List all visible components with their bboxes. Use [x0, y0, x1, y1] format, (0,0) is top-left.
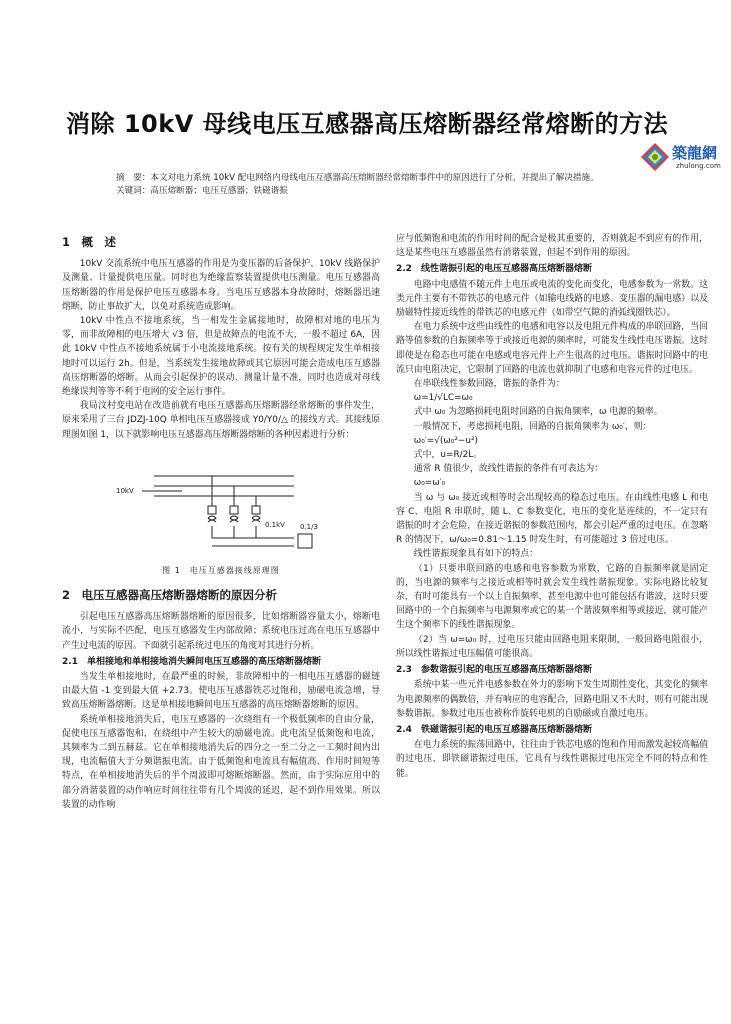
- section-2-3-heading: 2.3 参数谐振引起的电压互感器高压熔断器熔断: [396, 665, 592, 676]
- section-2-4-paragraph-1: 在电力系统的振荡回路中，往往由于铁芯电感的饱和作用而激发起较高幅值的过电压，即铁磁谐振过电压，它具有与线性谐振过电压完全不同的特点和性能。: [396, 740, 708, 779]
- right-column: [396, 232, 708, 781]
- diagram-bus-label: 10kV: [116, 486, 134, 495]
- section-2-1-paragraph-2-continued: 应与低频饱和电流的作用时间的配合是极其重要的，否则就起不到应有的作用，这是某些电压互感器虽然有消谐装置，但起不到作用的原因。: [396, 234, 708, 259]
- section-2-heading: 2 电压互感器高压熔断器熔断的原因分析: [62, 588, 277, 603]
- section-2-2-paragraph-2: 在电力系统中这些由线性的电感和电容以及电阻元件构成的串联回路，当回路等值参数的自振频率等于或接近电源的频率时，可能发生线性电压谐振。这时即使是在稳态也可能在电感或电容元件上产生很高的过电压。谐振时回路中的电流只由电阻决定，它限制了回路的电流也就抑制了电感和电容元件的过电压。: [396, 322, 708, 375]
- paper-title: 消除 10kV 母线电压互感器高压熔断器经常熔断的方法: [66, 110, 669, 138]
- site-logo: [640, 140, 724, 186]
- wiring-diagram-svg: [62, 446, 380, 562]
- section-2-2-paragraph-5: 一般情况下，考虑损耗电阻，回路的自振角频率为 ω₀′，则：: [413, 421, 652, 432]
- logo-url: zhulong.com: [676, 162, 721, 170]
- section-1-paragraph-3: 我局汶村变电站在改造前就有电压互感器高压熔断器经常熔断的事件发生，原来采用了三台 JDZJ-10Q 单相电压互感器接成 Y0/Y0/△ 的接线方式。其接线原理图如图 1，以下就影响电压互感器高压熔断器熔断的各种因素进行分析：: [62, 401, 380, 440]
- logo-name: 築龍網: [672, 144, 718, 162]
- section-2-2-paragraph-6: 通常 R 值很少，故线性谐振的条件有可表达为：: [413, 464, 604, 475]
- section-1-paragraph-1: 10kV 交流系统中电压互感器的作用是为变压器的后备保护、10kV 线路保护及测量、计量提供电压量。同时也为绝缘监察装置提供电压测量。电压互感器高压熔断器的作用是保护电压互感器本身。当电压互感器本身故障时，熔断器迅速熔断，防止事故扩大，以免对系统造成影响。: [62, 259, 380, 312]
- section-2-2-paragraph-9: （1）只要串联回路的电感和电容参数为常数，它路的自振频率就是固定的，当电源的频率与之接近或相等时就会发生线性谐振现象。实际电路比较复杂，有时可能具有一个以上自振频率，甚至电源中也可能包括有谐波，这时只要回路中的一个自振频率与电源频率或它的某一个谐波频率相等或接近，就可能产生这个频率下的线性谐振现象。: [396, 563, 708, 631]
- wiring-diagram: [62, 446, 380, 562]
- section-2-3-paragraph-1: 系统中某一些元件电感参数在外力的影响下发生周期性变化，其变化的频率为电源频率的偶数倍，并有响应的电容配合，回路电阻又不大时，则有可能出现参数谐振。参数过电压也被称作旋转电机的自励磁或自激过电压。: [396, 680, 708, 719]
- equation-4: ω₀=ω′₀: [413, 478, 446, 489]
- section-2-2-paragraph-8: 线性谐振现象具有如下的特点：: [413, 549, 539, 560]
- equation-3: 式中，u=R/2L。: [413, 450, 483, 461]
- section-2-2-paragraph-4: 式中 ω₀ 为忽略损耗电阻时回路的自振角频率，ω 电源的频率。: [413, 407, 663, 418]
- abstract-summary: 摘 要：本文对电力系统 10kV 配电网络内母线电压互感器高压熔断器经常熔断事件中的原因进行了分析，并提出了解决措施。: [116, 173, 599, 183]
- equation-2: ω₀′=√(ω₀²−u²): [413, 435, 478, 446]
- diagram-delta-label: 0.1/3: [300, 522, 318, 531]
- figure-caption: 图 1 电压互感器接线原理图: [162, 565, 280, 575]
- section-2-4-heading: 2.4 铁磁谐振引起的电压互感器高压熔断器熔断: [396, 724, 592, 735]
- left-column: [62, 232, 380, 812]
- keywords: 关键词：高压熔断器；电压互感器；铁磁谐振: [116, 186, 288, 196]
- equation-1: ω=1/√LC=ω₀: [413, 393, 473, 404]
- logo-emblem-icon: [640, 142, 670, 172]
- diagram-secondary-label: 0.1kV: [265, 520, 285, 529]
- section-2-2-paragraph-1: 电路中电感值不随元件上电压或电流的变化而变化，电感参数为一常数。这类元件主要有不带铁芯的电感元件（如输电线路的电感、变压器的漏电感）以及励磁特性接近线性的带铁芯的电感元件（如带空气隙的消弧线圈铁芯）。: [396, 279, 708, 319]
- section-2-paragraph-1: 引起电压互感器高压熔断器熔断的原因很多，比如熔断器容量太小，熔断电流小，与实际不匹配，电压互感器发生内部故障；系统电压过高在电压互感器中产生过电流的原因。下面就引起系统过电压的角度对其进行分析。: [62, 612, 380, 651]
- section-1-heading: 1 概 述: [62, 235, 117, 249]
- section-2-1-paragraph-1: 当发生单相接地时，在最严重的时候，非故障相中的一相电压互感器的磁链由最大值 -1 变到最大值 +2.73。使电压互感器铁芯过饱和，励磁电流急增，导致高压熔断器熔断。这是单相接地瞬间电压互感器的高压熔断器熔断的原因。: [62, 672, 380, 711]
- section-2-2-paragraph-7: 当 ω 与 ω₀ 接近或相等时会出现较高的稳态过电压。在由线性电感 L 和电容 C、电阻 R 串联时，随 L、C 参数变化，电压的变化是连续的，不一定只有谐振的时才会危险，在接近谐振的参数范围内，都会引起严重的过电压。在忽略 R 的情况下，ω/ω₀=0.81～1.15 时发生时，有可能超过 3 倍过电压。: [396, 492, 708, 546]
- section-2-2-heading: 2.2 线性谐振引起的电压互感器高压熔断器熔断: [396, 264, 592, 275]
- section-1-paragraph-2: 10kV 中性点不接地系统，当一相发生金属接地时，故障相对地的电压为零，而非故障相的电压增大 √3 倍，但是故障点的电流不大，一般不超过 6A，因此 10kV 中性点不接地系统属于小电流接地系统。按有关的规程规定发生单相接地时可以运行 2h。但是，当系统发生接地故障或其它原因可能会造成电压互感器高压熔断器的熔断。从而会引起保护的误动、测量计量不准，同时也造成对母线绝缘误判等等不利于电网的安全运行事件。: [62, 316, 380, 398]
- section-2-2-paragraph-3: 在串联线性参数回路，谐振的条件为：: [413, 379, 565, 390]
- section-2-1-paragraph-2: 系统单相接地消失后，电压互感器的一次绕组有一个极低频率的自由分量，促使电压互感器饱和，在绕组中产生较大的励磁电流。此电流呈低频饱和电流，其频率为二到五赫兹。它在单相接地消失后的四分之一至二分之一工频时间内出现，电流幅值大于分频谐振电流。由于低频饱和电流具有幅值高、作用时间短等特点，在单相接地消失后的半个周波即可熔断熔断器。然而，由于实际应用中的部分消谐装置的动作响应时间往往带有几个周波的延迟，起不到作用效果。所以装置的动作响: [62, 714, 380, 810]
- section-2-2-paragraph-10: （2）当 ω=ω₀ 时，过电压只能由回路电阻来限制，一般回路电阻很小，所以线性谐振过电压幅值可能很高。: [396, 634, 708, 659]
- abstract: [116, 172, 612, 198]
- section-2-1-heading: 2.1 单相接地和单相接地消失瞬间电压互感器的高压熔断器熔断: [62, 656, 321, 667]
